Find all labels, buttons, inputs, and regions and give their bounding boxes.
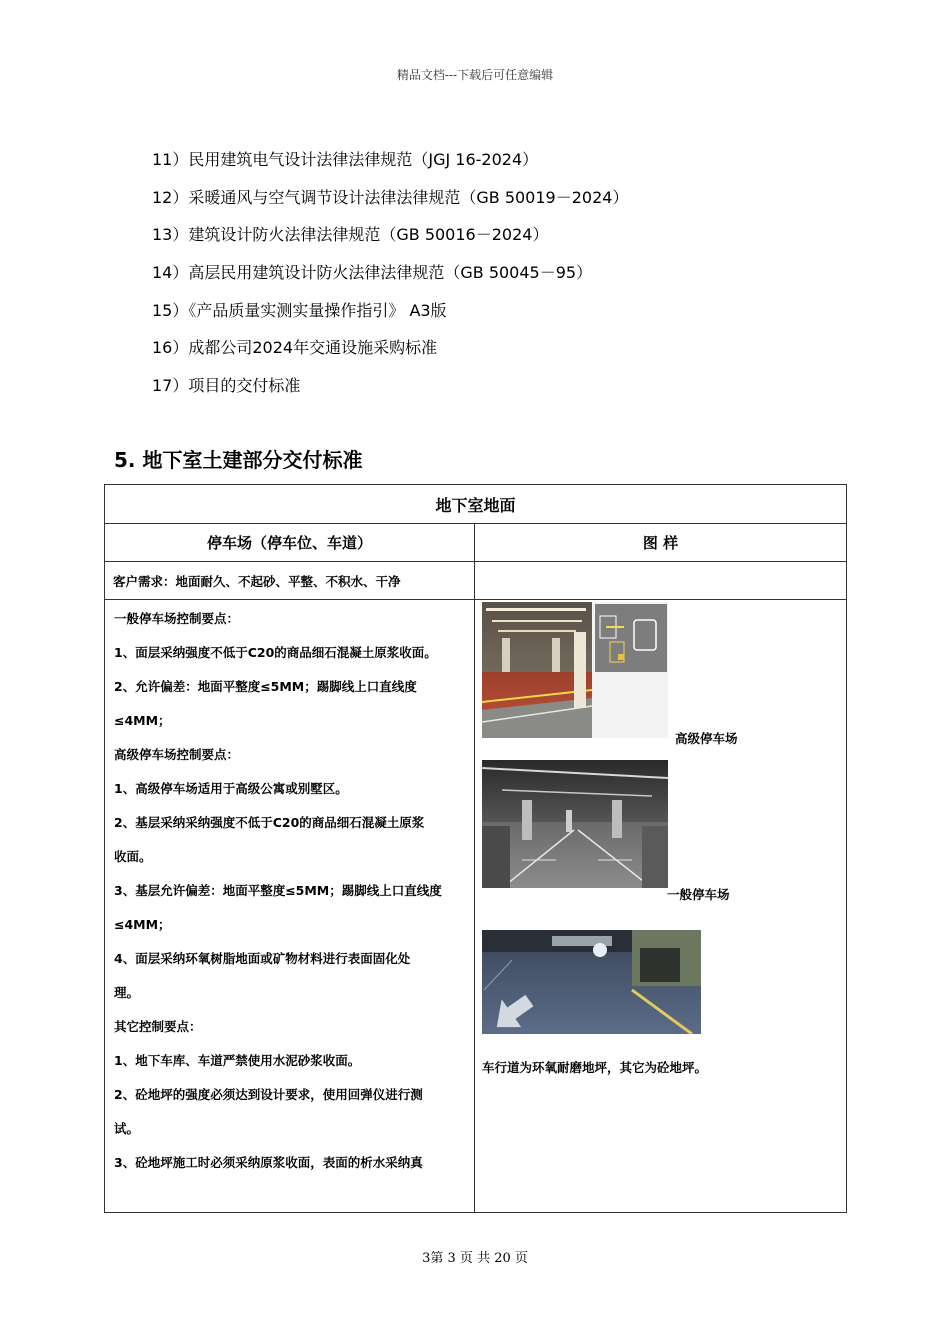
driveway-photo bbox=[482, 930, 701, 1034]
control-point-line: 一般停车场控制要点： bbox=[114, 611, 240, 626]
control-point-line: 收面。 bbox=[114, 849, 152, 864]
image-caption: 车行道为环氧耐磨地坪，其它为砼地坪。 bbox=[482, 1060, 708, 1075]
reference-item: 12）采暖通风与空气调节设计法律法律规范（GB 50019－2024） bbox=[152, 187, 629, 207]
standard-parking-photo bbox=[482, 760, 668, 888]
section-title: 5. 地下室土建部分交付标准 bbox=[114, 448, 363, 472]
empty-cell bbox=[475, 562, 847, 600]
customer-requirement: 客户需求：地面耐久、不起砂、平整、不积水、干净 bbox=[105, 562, 475, 600]
control-points-cell bbox=[105, 600, 475, 1213]
page-footer: 3第 3 页 共 20 页 bbox=[422, 1251, 528, 1266]
control-point-line: 2、允许偏差：地面平整度≤5MM；踢脚线上口直线度 bbox=[114, 679, 417, 694]
control-point-line: 1、面层采纳强度不低于C20的商品细石混凝土原浆收面。 bbox=[114, 645, 437, 660]
control-point-line: 3、基层允许偏差：地面平整度≤5MM；踢脚线上口直线度 bbox=[114, 883, 442, 898]
premium-parking-photo bbox=[482, 602, 668, 738]
reference-item: 16）成都公司2024年交通设施采购标准 bbox=[152, 338, 438, 358]
image-caption: 一般停车场 bbox=[667, 887, 730, 902]
control-point-line: 高级停车场控制要点： bbox=[114, 747, 240, 762]
reference-item: 13）建筑设计防火法律法律规范（GB 50016－2024） bbox=[152, 225, 549, 245]
reference-item: 14）高层民用建筑设计防火法律法律规范（GB 50045－95） bbox=[152, 263, 593, 283]
control-point-line: ≤4MM； bbox=[114, 713, 171, 728]
control-point-line: 2、砼地坪的强度必须达到设计要求，使用回弹仪进行测 bbox=[114, 1087, 423, 1102]
table-title: 地下室地面 bbox=[105, 485, 847, 524]
images-cell bbox=[475, 600, 847, 1213]
control-point-line: 4、面层采纳环氧树脂地面或矿物材料进行表面固化处 bbox=[114, 951, 411, 966]
control-point-line: 1、地下车库、车道严禁使用水泥砂浆收面。 bbox=[114, 1053, 361, 1068]
page-header: 精品文档---下载后可任意编辑 bbox=[396, 68, 554, 82]
column-header-drawing: 图 样 bbox=[475, 524, 847, 562]
reference-item: 17）项目的交付标准 bbox=[152, 376, 301, 396]
control-point-line: 1、高级停车场适用于高级公寓或别墅区。 bbox=[114, 781, 348, 796]
column-header-parking: 停车场（停车位、车道） bbox=[105, 524, 475, 562]
control-point-line: 试。 bbox=[114, 1121, 140, 1136]
reference-list bbox=[152, 148, 628, 412]
reference-item: 15）《产品质量实测实量操作指引》 A3版 bbox=[152, 300, 447, 320]
control-point-line: ≤4MM； bbox=[114, 917, 171, 932]
control-point-line: 3、砼地坪施工时必须采纳原浆收面，表面的析水采纳真 bbox=[114, 1155, 423, 1170]
reference-item: 11）民用建筑电气设计法律法律规范（JGJ 16-2024） bbox=[152, 150, 539, 169]
control-point-line: 2、基层采纳采纳强度不低于C20的商品细石混凝土原浆 bbox=[114, 815, 425, 830]
standards-table bbox=[104, 484, 847, 1213]
control-point-line: 其它控制要点： bbox=[114, 1019, 202, 1034]
control-point-line: 理。 bbox=[114, 985, 140, 1000]
image-caption: 高级停车场 bbox=[675, 731, 738, 746]
